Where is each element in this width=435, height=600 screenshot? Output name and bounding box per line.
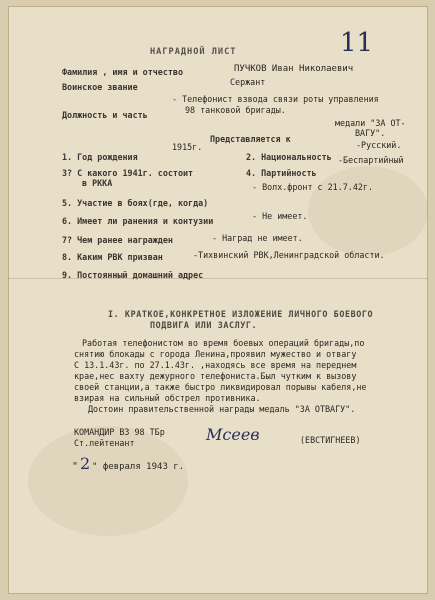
item6-value: - Не имеет. — [252, 211, 308, 221]
position-value-line-2: 98 танковой бригады. — [185, 105, 286, 115]
signature-line-2: Ст.лейтенант — [74, 438, 135, 448]
item7-value: - Наград не имеет. — [212, 233, 303, 243]
rank-value: Сержант — [230, 77, 266, 87]
position-value-line-1: - Телефонист взвода связи роты управления — [172, 94, 379, 104]
date-rest: " февраля 1943 г. — [92, 462, 185, 472]
item5-value: - Волх.фронт с 21.7.42г. — [252, 182, 374, 192]
section-heading-line-1: I. КРАТКОЕ,КОНКРЕТНОЕ ИЗЛОЖЕНИЕ ЛИЧНОГО БОЕВОГО — [108, 309, 374, 319]
item9-label: 9. Постоянный домашний адрес — [62, 270, 204, 280]
item6-label: 6. Имеет ли ранения и контузии — [62, 216, 214, 226]
page-title: НАГРАДНОЙ ЛИСТ — [150, 47, 237, 57]
item3-label: 3? С какого 1941г. состоит — [62, 168, 194, 178]
paragraph-line: Работая телефонистом во время боевых операций бригады,по — [82, 338, 365, 348]
item8-value: -Тихвинский РВК,Ленинградской области. — [193, 250, 385, 260]
item3-label-2: в РККА — [82, 178, 113, 188]
item5-label: 5. Участие в боях(где, когда) — [62, 198, 209, 208]
paragraph-line: С 13.1.43г. по 27.1.43г. ,находясь все время на переднем — [74, 360, 357, 370]
award-value-line-2: ВАГУ". — [355, 128, 386, 138]
item4-label: 4. Партийность — [246, 168, 317, 178]
paragraph-line: снятию блокады с города Ленина,проявил мужество и отвагу — [74, 349, 357, 359]
corner-number: 11 — [340, 28, 374, 58]
name-value: ПУЧКОВ Иван Николаевич — [234, 64, 354, 74]
birth-year-value: 1915г. — [172, 142, 203, 152]
signature-line-1: КОМАНДИР ВЗ 98 ТБр — [74, 427, 165, 437]
handwritten-signature: Мсеев — [206, 425, 260, 444]
item2-value: -Русский. — [356, 140, 402, 150]
award-value-line-1: медали "ЗА ОТ- — [335, 118, 406, 128]
worthy-text: Достоин правительственной награды медаль "ЗА ОТВАГУ". — [88, 404, 356, 414]
paragraph-line: своей станции,а также быстро ликвидировал порывы кабеля,не — [74, 382, 367, 392]
section-heading-line-2: ПОДВИГА ИЛИ ЗАСЛУГ. — [150, 320, 258, 330]
paragraph-line: крае,нес вахту дежурного телефониста.Был чутким к вызову — [74, 371, 357, 381]
date-open-quote: " — [72, 461, 79, 472]
signature-name: (ЕВСТИГНЕЕВ) — [300, 435, 361, 445]
item7-label: 7? Чем ранее награжден — [62, 235, 173, 245]
presented-label: Представляется к — [210, 134, 291, 144]
item4-value: -Беспартийный — [338, 155, 404, 165]
item2-label: 2. Национальность — [246, 152, 332, 162]
name-label: Фамилия , имя и отчество — [62, 67, 184, 77]
position-label: Должность и часть — [62, 110, 148, 120]
date-day: 2 — [80, 454, 91, 473]
item8-label: 8. Каким РВК призван — [62, 252, 163, 262]
paragraph-line: взирая на сильный обстрел противника. — [74, 393, 261, 403]
paper-stain — [308, 166, 428, 256]
item1-label: 1. Год рождения — [62, 152, 138, 162]
rank-label: Воинское звание — [62, 82, 138, 92]
